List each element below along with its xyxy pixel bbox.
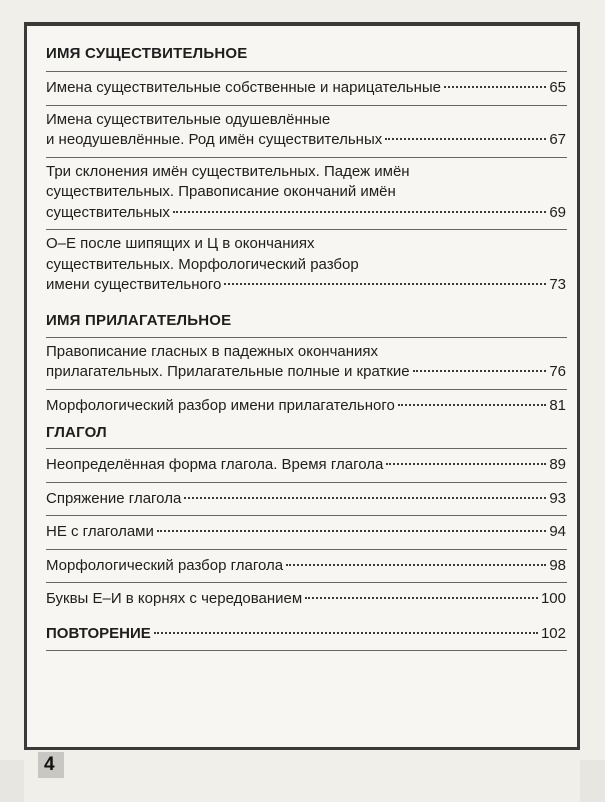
toc-entry: Морфологический разбор глагола 98 [46,556,566,577]
divider [46,650,567,651]
toc-entry: НЕ с глаголами 94 [46,522,566,543]
section-title: ИМЯ ПРИЛАГАТЕЛЬНОЕ [46,311,232,329]
page-number: 4 [44,754,55,775]
section-noun [46,45,566,296]
section-review [46,624,566,652]
page-ref: 93 [549,489,566,507]
toc-entry: Имена существительные собственные и нарицательные 65 [46,78,566,99]
page-ref: 81 [549,396,566,414]
toc-entry: О–Е после шипящих и Ц в окончаниях существительных. Морфологический разбор имени существительного 73 [46,234,566,296]
page-ref: 102 [540,624,566,642]
toc-entry: Спряжение глагола 93 [46,489,566,510]
page-ref: 73 [549,276,566,293]
page-ref: 67 [549,131,566,148]
page-corner [0,760,24,802]
page-ref: 65 [549,79,566,96]
toc-entry [46,624,566,645]
page-ref: 98 [549,556,566,574]
section-title: ПОВТОРЕНИЕ [46,624,151,642]
section-title: ИМЯ СУЩЕСТВИТЕЛЬНОЕ [46,45,248,62]
toc-entry: Правописание гласных в падежных окончаниях прилагательных. Прилагательные полные и краткие 76 [46,342,566,383]
page-ref: 76 [549,363,566,380]
section-adjective [46,312,566,417]
toc-entry: Буквы Е–И в корнях с чередованием 100 [46,589,566,610]
page-ref: 100 [540,590,566,607]
page-ref: 94 [549,523,566,540]
toc-entry: Неопределённая форма глагола. Время глагола 89 [46,455,566,476]
table-of-contents [46,42,566,651]
page-corner [580,760,605,802]
page-ref: 89 [549,456,566,473]
section-verb [46,424,566,610]
toc-entry: Морфологический разбор имени прилагательного 81 [46,396,566,417]
toc-entry: Три склонения имён существительных. Падеж имён существительных. Правописание окончаний имён существительных 69 [46,162,566,224]
toc-entry: Имена существительные одушевлённые и неодушевлённые. Род имён существительных 67 [46,110,566,151]
section-title: ГЛАГОЛ [46,424,107,441]
page-ref: 69 [549,203,566,221]
